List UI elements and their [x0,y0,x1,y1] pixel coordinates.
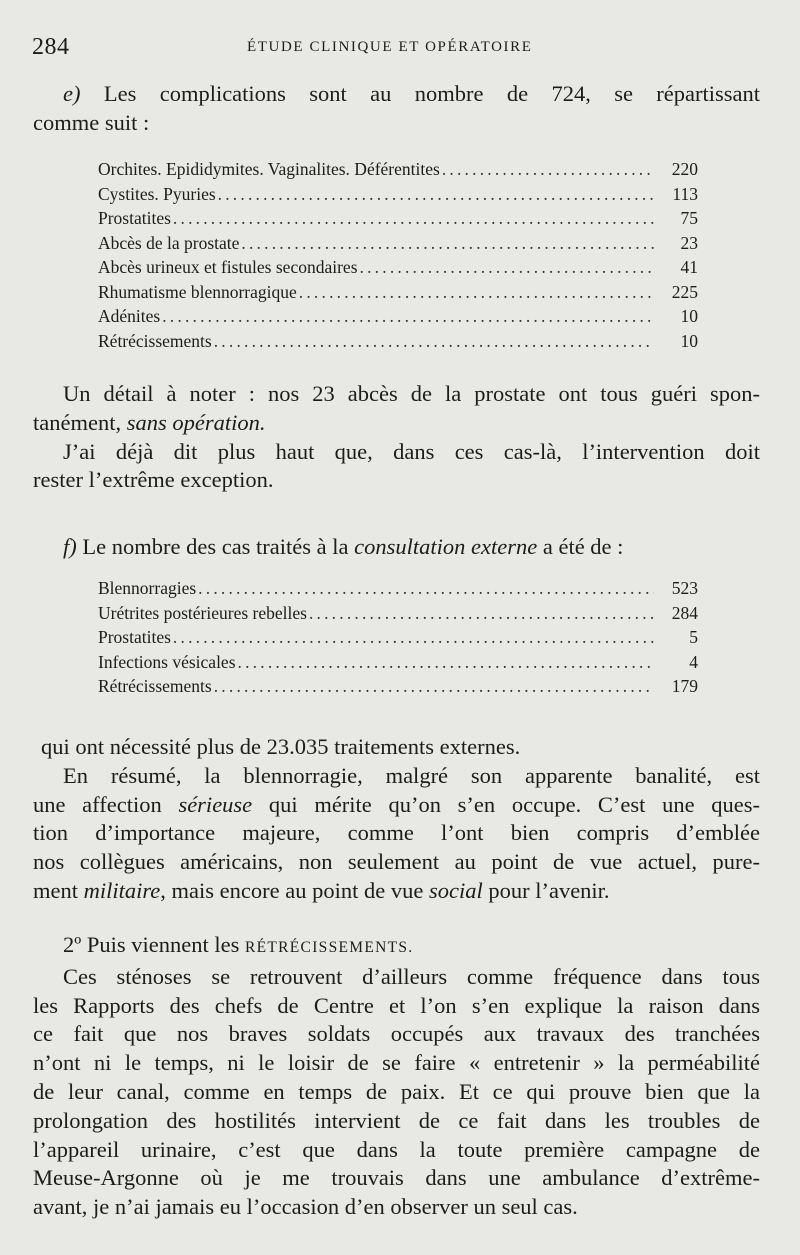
section-2-prefix: 2º Puis viennent les [63,932,245,957]
note-emphasis: sans opération. [126,409,266,435]
section-2-line: prolongation des hostilités intervient de ce fait dans les troubles de [33,1107,760,1133]
note-paragraph [33,380,760,495]
list-item-value: 179 [671,676,698,696]
list-item-value: 75 [680,208,698,228]
list-item [98,159,698,184]
section-e-line [33,80,760,109]
list-item-label: Abcès urineux et fistules secondaires [98,257,358,277]
list-item-value: 10 [680,330,698,351]
list-item-label: Urétrites postérieures rebelles [98,602,307,623]
running-title: ÉTUDE CLINIQUE ET OPÉRATOIRE [247,39,533,55]
section-2-line: les Rapports des chefs de Centre et l’on s’en explique la raison dans [33,992,760,1018]
section-e-label: e) [63,81,81,106]
summary-text: pour l’avenir. [482,877,610,903]
section-2-line: n’ont ni le temps, ni le loisir de se faire « entretenir » la perméabilité [33,1050,760,1076]
section-2-line: de leur canal, comme en temps de paix. Et ce qui prouve bien que la [33,1078,760,1104]
section-2-line: ce fait que nos braves soldats occupés aux travaux des tranchées [33,1021,760,1047]
list-item-value: 41 [680,257,698,277]
dot-leader [241,233,654,254]
list-item-label: Blennorragies [98,578,197,598]
summary-text: , mais encore au point de vue [160,877,429,903]
list-item-label: Rétrécissements [98,676,212,696]
section-f-label: f) [63,534,77,559]
list-item-value: 523 [671,578,698,598]
section-e-paragraph [33,80,760,138]
dot-leader [360,257,654,278]
section-2-line: Ces sténoses se retrouvent d’ailleurs comme fréquence dans tous [63,963,760,989]
list-item [98,184,698,209]
list-item-label: Rétrécissements [98,330,212,351]
list-item-value: 4 [689,651,698,672]
dot-leader [238,652,654,673]
list-item-value: 284 [671,602,698,623]
list-item [98,306,698,331]
list-item-label: Prostatites [98,627,171,647]
summary-line: qui ont nécessité plus de 23.035 traitements externes. [41,734,521,759]
section-2-line: l’appareil urinaire, c’est que dans la toute première campagne de [33,1136,760,1162]
dot-leader [173,627,654,648]
dot-leader [299,282,654,303]
dot-leader [309,603,654,624]
list-item-value: 113 [672,183,698,204]
dot-leader [442,159,654,180]
section-f-emphasis: consultation externe [354,534,538,559]
section-2-line: avant, je n’ai jamais eu l’occasion d’en observer un seul cas. [33,1194,578,1220]
summary-emphasis: sérieuse [178,791,253,817]
summary-line: En résumé, la blennorragie, malgré son apparente banalité, est [63,762,760,788]
list-item-value: 5 [689,627,698,647]
complications-list [98,159,698,355]
dot-leader [162,306,654,327]
list-item [98,331,698,356]
section-f-paragraph [33,533,760,562]
list-item [98,676,698,701]
list-item-value: 220 [671,159,698,179]
summary-line: tion d’importance majeure, comme l’ont bien compris d’emblée [33,820,760,846]
note-line [33,409,760,438]
section-2-paragraph [33,931,760,1222]
list-item [98,627,698,652]
summary-emphasis: militaire [83,877,161,903]
dot-leader [173,208,654,229]
list-item-label: Cystites. Pyuries [98,183,216,204]
list-item [98,652,698,677]
list-item-label: Adénites [98,306,161,326]
dot-leader [218,184,654,205]
page-number: 284 [32,34,70,60]
section-2-line: Meuse-Argonne où je me trouvais dans une ambulance d’extrême- [33,1165,760,1191]
section-f-text: Le nombre des cas traités à la [82,534,355,559]
note-line: Un détail à noter : nos 23 abcès de la prostate ont tous guéri spon- [63,381,760,406]
section-e-line: comme suit : [33,109,150,135]
cases-list [98,578,698,701]
dot-leader [214,331,654,352]
list-item [98,233,698,258]
section-e-text: Les complications sont au nombre de 724, se répartissant [103,81,761,106]
note-line: J’ai déjà dit plus haut que, dans ces cas-là, l’intervention doit [63,438,760,464]
dot-leader [198,578,654,599]
summary-text: ment [33,877,84,903]
list-item-value: 23 [680,232,698,253]
note-text: tanément, [33,409,127,435]
list-item-value: 225 [671,281,698,302]
summary-paragraph [33,733,760,906]
summary-emphasis: social [428,877,483,903]
list-item-label: Rhumatisme blennorragique [98,281,297,302]
summary-line [33,877,760,906]
list-item-label: Orchites. Epididymites. Vaginalites. Déférentites [98,159,440,179]
list-item [98,282,698,307]
summary-line [33,791,760,820]
list-item-label: Prostatites [98,208,171,228]
list-item-label: Infections vésicales [98,651,236,672]
section-f-line [33,533,760,562]
list-item [98,208,698,233]
list-item [98,257,698,282]
page-header [32,34,762,64]
list-item [98,578,698,603]
summary-line: nos collègues américains, non seulement au point de vue actuel, pure- [33,849,760,875]
section-f-text: a été de : [537,534,624,559]
dot-leader [214,676,654,697]
list-item-value: 10 [680,306,698,326]
list-item [98,603,698,628]
list-item-label: Abcès de la prostate [98,232,240,253]
section-2-heading: RÉTRÉCISSEMENTS. [244,939,414,956]
note-line: rester l’extrême exception. [33,467,274,493]
summary-text: une affection [33,791,179,817]
section-2-heading-line [33,931,760,963]
summary-text: qui mérite qu’on s’en occupe. C’est une ques- [252,791,761,817]
